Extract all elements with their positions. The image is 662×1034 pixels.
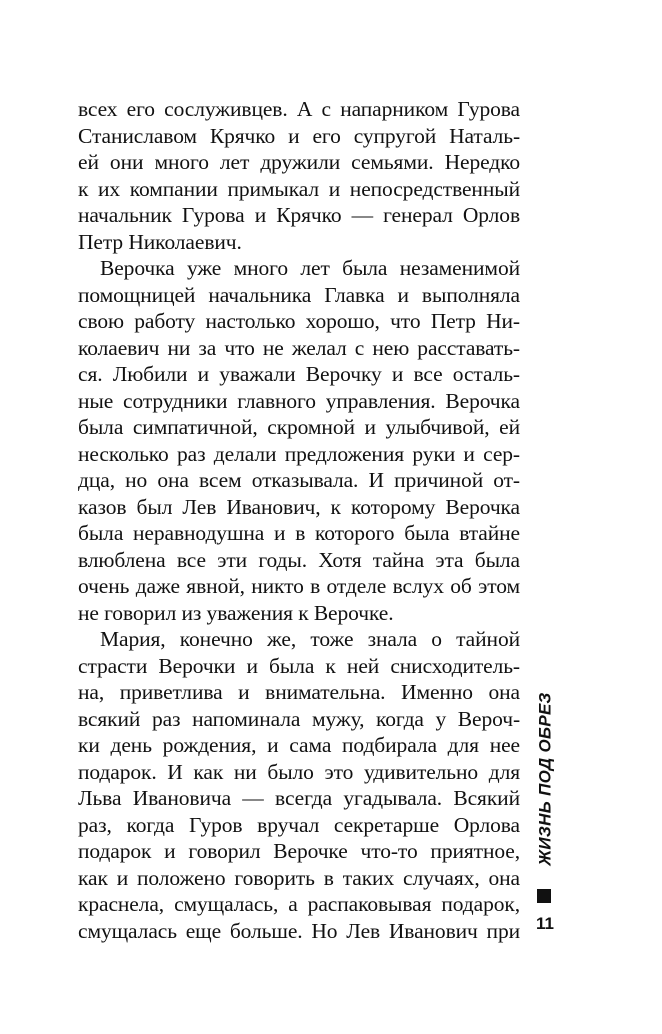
text-line: всех его сослуживцев. А с напарником Гурова bbox=[78, 97, 520, 121]
series-title bbox=[528, 684, 564, 874]
text-line: краснела, смущалась, а распаковывая подарок, bbox=[78, 892, 520, 916]
text-line: Станиславом Крячко и его супругой Наталь- bbox=[78, 123, 520, 148]
text-line: казов был Лев Иванович, к которому Верочка bbox=[78, 494, 520, 519]
text-line: колаевич ни за что не желал с нею расставать- bbox=[78, 335, 520, 360]
text-line: была симпатичной, скромной и улыбчивой, ей bbox=[78, 415, 520, 439]
text-line: ся. Любили и уважали Верочку и все осталь- bbox=[78, 362, 520, 386]
text-line: страсти Верочки и была к ней снисходитель- bbox=[78, 653, 520, 678]
body-text bbox=[78, 96, 520, 944]
text-line: к их компании примыкал и непосредственный bbox=[78, 176, 520, 201]
text-line: смущалась еще больше. Но Лев Иванович при bbox=[78, 918, 520, 943]
text-line: на, приветлива и внимательна. Именно она bbox=[78, 680, 520, 704]
text-line: дца, но она всем отказывала. И причиной от- bbox=[78, 468, 520, 492]
text-line: ей они много лет дружили семьями. Нередко bbox=[78, 150, 520, 174]
text-line: ные сотрудники главного управления. Верочка bbox=[78, 388, 520, 413]
text-line: раз, когда Гуров вручал секретарше Орлова bbox=[78, 812, 520, 837]
text-line: ки день рождения, и сама подбирала для нее bbox=[78, 733, 520, 757]
text-line: помощницей начальника Главка и выполняла bbox=[78, 282, 520, 307]
page-number: 11 bbox=[536, 914, 554, 933]
text-line: очень даже явной, никто в отделе вслух об этом bbox=[78, 574, 520, 598]
text-line: несколько раз делали предложения руки и сер- bbox=[78, 441, 520, 466]
text-line: Льва Ивановича — всегда угадывала. Всякий bbox=[78, 786, 520, 810]
text-line: подарок. И как ни было это удивительно для bbox=[78, 759, 520, 784]
series-title-text: ЖИЗНЬ ПОД ОБРЕЗ bbox=[536, 692, 556, 866]
black-square-marker bbox=[537, 889, 551, 903]
text-line: начальник Гурова и Крячко — генерал Орлов bbox=[78, 203, 520, 227]
text-line: Петр Николаевич. bbox=[78, 229, 242, 254]
text-line: подарок и говорил Верочке что-то приятное, bbox=[78, 839, 520, 863]
text-line: влюблена все эти годы. Хотя тайна эта была bbox=[78, 547, 520, 572]
text-line: как и положено говорить в таких случаях, она bbox=[78, 865, 520, 890]
text-line: не говорил из уважения к Верочке. bbox=[78, 600, 394, 625]
text-line: свою работу настолько хорошо, что Петр Ни- bbox=[78, 309, 520, 333]
text-line: Мария, конечно же, тоже знала о тайной bbox=[100, 627, 520, 651]
text-line: всякий раз напоминала мужу, когда у Вероч- bbox=[78, 706, 520, 731]
text-line: была неравнодушна и в которого была втайне bbox=[78, 521, 520, 545]
text-line: Верочка уже много лет была незаменимой bbox=[100, 256, 520, 280]
